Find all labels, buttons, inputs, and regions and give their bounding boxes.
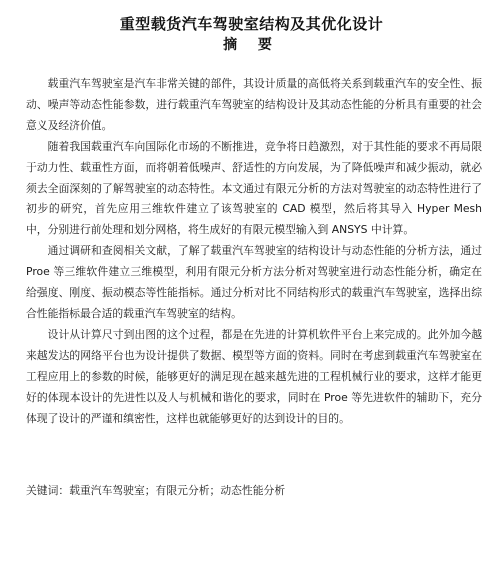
document-title: 重型载货汽车驾驶室结构及其优化设计 [119,15,384,33]
abstract-paragraph-1: 载重汽车驾驶室是汽车非常关键的部件，其设计质量的高低将关系到载重汽车的安全性、振动、噪声等动态性能参数，进行载重汽车驾驶室的结构设计及其动态性能的分析具有重要的社会意义及经济价值。 [26,77,482,132]
abstract-paragraph-4: 设计从计算尺寸到出图的这个过程，都是在先进的计算机软件平台上来完成的。此外加今越来越发达的网络平台也为设计提供了数据、模型等方面的资料。同时在考虑到载重汽车驾驶室在工程应用上的参数的时候，能够更好的满足现在越来越先进的工程机械行业的要求，这样才能更好的体现本设计的先进性以及人与机械和谐化的要求，同时在 Proe 等先进软件的辅助下，充分体现了设计的严谨和缜密性，这样也就能够更好的达到设计的目的。 [26,327,482,425]
keywords-line [26,482,482,500]
keywords-label: 关键词： [26,484,70,497]
abstract-heading: 摘 要 [223,37,280,53]
abstract-body [26,74,482,429]
abstract-paragraph-3: 通过调研和查阅相关文献，了解了载重汽车驾驶室的结构设计与动态性能的分析方法，通过 Proe 等三维软件建立三维模型，利用有限元分析方法分析对驾驶室进行动态性能分析，确定在给强度、刚度、振动模态等性能指标。通过分析对比不同结构形式的载重汽车驾驶室，选择出综合性能指标最合适的载重汽车驾驶室的结构。 [26,244,482,320]
keywords-text: 载重汽车驾驶室；有限元分析；动态性能分析 [69,484,286,497]
abstract-paragraph-2: 随着我国载重汽车向国际化市场的不断推进，竞争将日趋激烈，对于其性能的要求不再局限于动力性、载重性方面，而将朝着低噪声、舒适性的方向发展，为了降低噪声和减少振动，就必须去全面深刻的了解驾驶室的动态特性。本文通过有限元分析的方法对驾驶室的动态特性进行了初步的研究，首先应用三维软件建立了该驾驶室的 CAD 模型，然后将其导入 Hyper Mesh 中，分别进行前处理和划分网格，将生成好的有限元模型输入到 ANSYS 中计算。 [26,139,482,237]
